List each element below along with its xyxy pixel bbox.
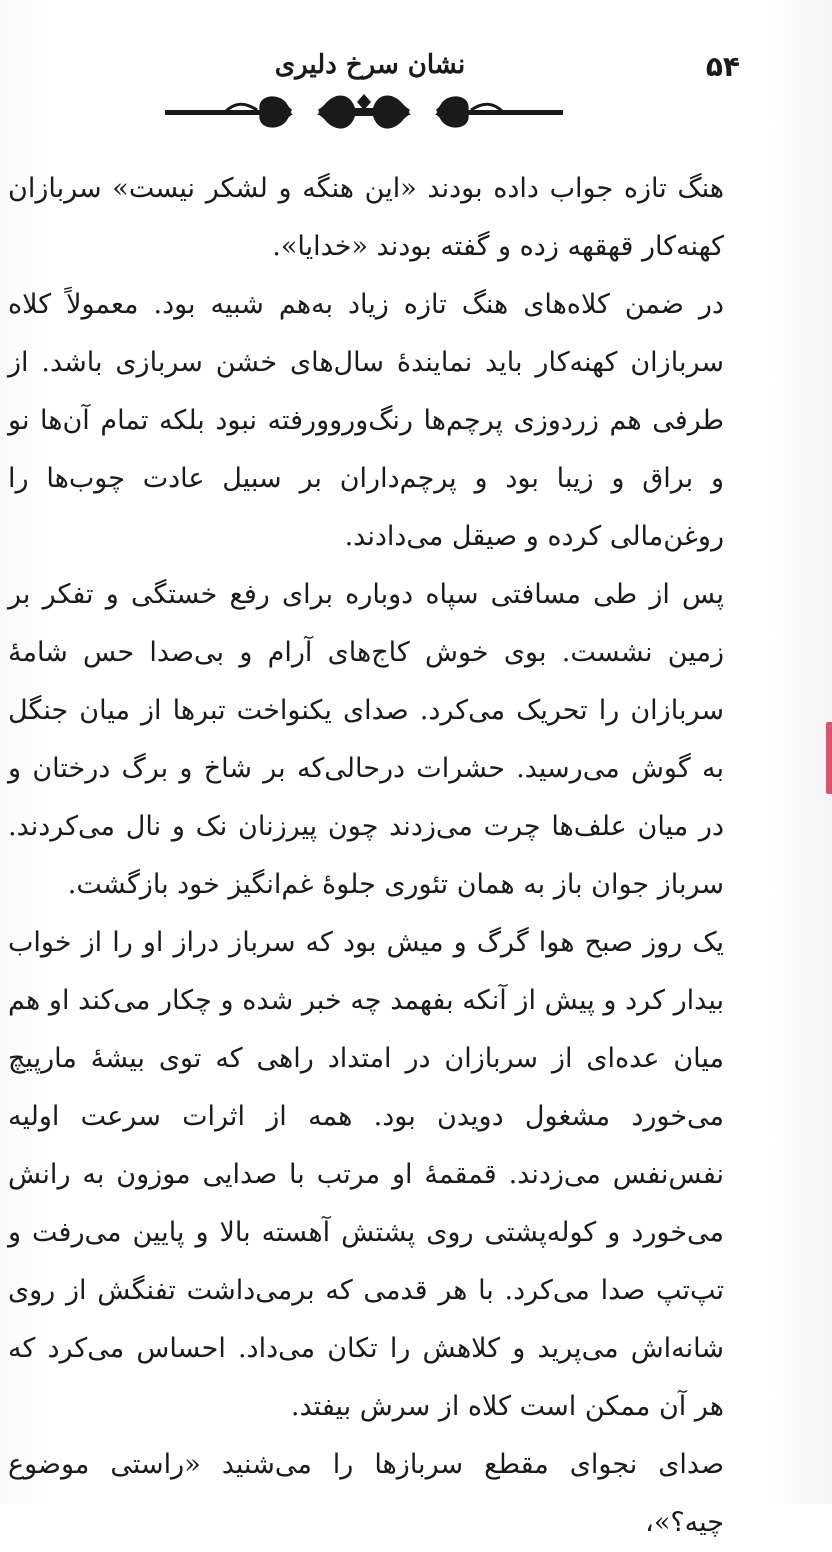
paragraph: هنگ تازه جواب داده بودند «این هنگه و لشکر نیست» سربازان کهنه‌کار قهقهه زده و گفته بودند «خدایا». [8,173,724,262]
bookmark-tab [826,722,832,794]
paragraph: پس از طی مسافتی سپاه دوباره برای رفع خستگی و تفکر بر زمین نشست. بوی خوش کاج‌های آرام و بی‌صدا حس شامهٔ سربازان را تحریک می‌کرد. صدای یکنواخت تبرها از میان جنگل به گوش می‌رسید. حشرات درحالی‌که بر شاخ و برگ درختان و در میان علف‌ها چرت می‌زدند چون پیرزنان نک و نال می‌کردند. سرباز جوان باز به همان تئوری جلوهٔ غم‌انگیز خود بازگشت. [8,579,724,900]
running-title: نشان سرخ دلیری [274,50,466,80]
page-number: ۵۴ [705,50,740,83]
paragraph: در ضمن کلاه‌های هنگ تازه زیاد به‌هم شبیه بود. معمولاً کلاه سربازان کهنه‌کار باید نمایندهٔ سال‌های خشن سربازی باشد. از طرفی هم زردوزی پرچم‌ها رنگ‌وروورفته نبود بلکه تمام آن‌ها نو و براق و زیبا بود و پرچم‌داران بر سبیل عادت چوب‌ها را روغن‌مالی کرده و صیقل می‌دادند. [8,289,724,552]
paragraph: یک روز صبح هوا گرگ و میش بود که سرباز دراز او را از خواب بیدار کرد و پیش از آنکه بفهمد چه خبر شده و چکار می‌کند او هم میان عده‌ای از سربازان در امتداد راهی که توی بیشهٔ مارپیچ می‌خورد مشغول دویدن بود. همه از اثرات سرعت اولیه نفس‌نفس می‌زدند. قمقمهٔ او مرتب با صدایی موزون به رانش می‌خورد و کوله‌پشتی روی پشتش آهسته بالا و پایین می‌رفت و تپ‌تپ صدا می‌کرد. با هر قدمی که برمی‌داشت تفنگش از روی شانه‌اش می‌پرید و کلاهش را تکان می‌داد. احساس می‌کرد که هر آن ممکن است کلاه از سرش بیفتد. [8,927,724,1422]
page-header [160,46,740,86]
paragraph: صدای نجوای مقطع سربازها را می‌شنید «راستی موضوع چیه؟»، [8,1449,724,1538]
body-text [8,160,724,1552]
header-ornament [165,88,563,136]
